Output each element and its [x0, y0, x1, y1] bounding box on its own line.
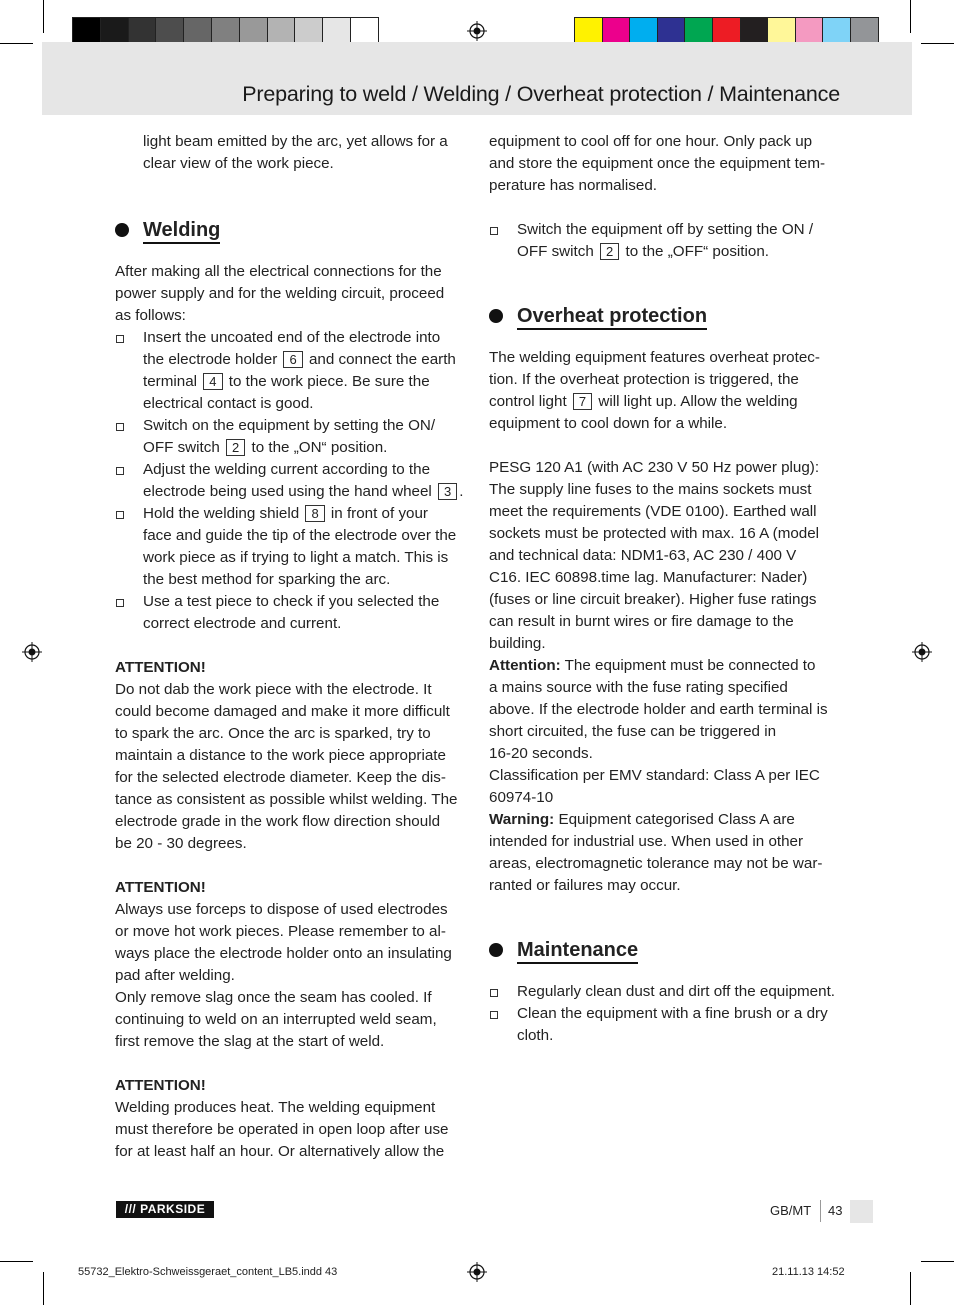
list-item: Use a test piece to check if you selected the correct electrode and current. — [115, 591, 475, 635]
text-line: Do not dab the work piece with the electrode. It — [115, 681, 432, 698]
text-line: ways place the electrode holder onto an insulating — [115, 945, 452, 962]
text-line: continuing to weld on an interrupted weld seam, — [115, 1011, 437, 1028]
overheat-text: The welding equipment features overheat protec- tion. If the overheat protection is triggered, the control light 7 will light up. Allow the welding equipment to cool down for a while. — [489, 349, 820, 432]
crop-mark — [43, 1272, 44, 1305]
text-line: first remove the slag at the start of weld. — [115, 1033, 385, 1050]
text-line: areas, electromagnetic tolerance may not be war- — [489, 855, 823, 872]
locale-label: GB/MT — [770, 1203, 812, 1218]
slug-date: 21.11.13 14:52 — [772, 1266, 845, 1278]
text-line: a mains source with the fuse rating specified — [489, 679, 788, 696]
crop-mark — [921, 1261, 954, 1262]
text-line: for at least half an hour. Or alternatively allow the — [115, 1143, 445, 1160]
text-line: pad after welding. — [115, 967, 235, 984]
intro-text: light beam emitted by the arc, yet allows for a clear view of the work piece. — [143, 133, 448, 172]
list-item: Adjust the welding current according to the electrode being used using the hand wheel 3 . — [115, 459, 475, 503]
list-item: Regularly clean dust and dirt off the equipment. — [489, 981, 849, 1003]
divider — [820, 1200, 821, 1222]
attention-text — [115, 679, 475, 855]
page-number: 43 — [828, 1203, 843, 1218]
crop-mark — [0, 43, 33, 44]
continued-text — [489, 131, 849, 197]
crop-mark — [910, 1272, 911, 1305]
text-line: The supply line fuses to the mains sockets must — [489, 481, 812, 498]
registration-mark-icon — [467, 21, 487, 41]
registration-mark-icon — [467, 1262, 487, 1282]
bullet-dot-icon — [489, 943, 503, 957]
text-line: perature has normalised. — [489, 177, 657, 194]
list-item: Hold the welding shield 8 in front of your face and guide the tip of the electrode over the work piece as if trying to light a match. This is the best method for sparking the arc. — [115, 503, 475, 591]
part-number-box: 4 — [203, 373, 222, 390]
text-line: and store the equipment once the equipment tem- — [489, 155, 826, 172]
text-line: equipment to cool off for one hour. Only pack up — [489, 133, 813, 150]
part-number-box: 8 — [305, 505, 324, 522]
attention-label: ATTENTION! — [115, 879, 206, 896]
text-line: C16. IEC 60898.time lag. Manufacturer: Nader) — [489, 569, 808, 586]
page-tab — [850, 1200, 873, 1223]
right-column — [489, 131, 849, 1047]
text-line: ranted or failures may occur. — [489, 877, 681, 894]
text-line: PESG 120 A1 (with AC 230 V 50 Hz power plug): — [489, 459, 820, 476]
attention-label: ATTENTION! — [115, 659, 206, 676]
page-title: Preparing to weld / Welding / Overheat protection / Maintenance — [242, 82, 840, 106]
text-line: for the selected electrode diameter. Keep the dis- — [115, 769, 446, 786]
text-line: 60974-10 — [489, 789, 554, 806]
welding-intro: After making all the electrical connections for the power supply and for the welding circuit, proceed as follows: — [115, 263, 445, 324]
text-line: Equipment categorised Class A are — [554, 811, 795, 828]
part-number-box: 3 — [438, 483, 457, 500]
text-line: to spark the arc. Once the arc is sparked, try to — [115, 725, 431, 742]
part-number-box: 7 — [573, 393, 592, 410]
maintenance-heading: Maintenance — [489, 937, 849, 963]
attention-label: ATTENTION! — [115, 1077, 206, 1094]
text-line: above. If the electrode holder and earth terminal is — [489, 701, 828, 718]
text-line: maintain a distance to the work piece appropriate — [115, 747, 446, 764]
text-line: or move hot work pieces. Please remember to al- — [115, 923, 446, 940]
text-line: and technical data: NDM1-63, AC 230 / 400 V — [489, 547, 797, 564]
text-line: can result in burnt wires or fire damage to the — [489, 613, 794, 630]
registration-mark-icon — [912, 642, 932, 662]
text-line: (fuses or line circuit breaker). Higher fuse ratings — [489, 591, 817, 608]
text-line: Only remove slag once the seam has cooled. If — [115, 989, 432, 1006]
text-line: intended for industrial use. When used in other — [489, 833, 804, 850]
bullet-dot-icon — [489, 309, 503, 323]
text-line: The equipment must be connected to — [560, 657, 816, 674]
bullet-dot-icon — [115, 223, 129, 237]
warning-paragraph: Warning: Equipment categorised Class A are intended for industrial use. When used in other areas, electromagnetic tolerance may not be war- ranted or failures may occur. — [489, 811, 823, 894]
text-line: electrode grade in the work flow direction should — [115, 813, 441, 830]
part-number-box: 6 — [283, 351, 302, 368]
attention-text — [115, 899, 475, 1053]
text-line: short circuited, the fuse can be triggered in — [489, 723, 777, 740]
part-number-box: 2 — [600, 243, 619, 260]
crop-mark — [921, 43, 954, 44]
left-column — [115, 131, 475, 1163]
overheat-heading: Overheat protection — [489, 303, 849, 329]
text-line: Always use forceps to dispose of used electrodes — [115, 901, 448, 918]
registration-mark-icon — [22, 642, 42, 662]
part-number-box: 2 — [226, 439, 245, 456]
text-line: Welding produces heat. The welding equipment — [115, 1099, 436, 1116]
text-line: could become damaged and make it more difficult — [115, 703, 450, 720]
attention-text — [115, 1097, 475, 1163]
text-line: sockets must be protected with max. 16 A (model — [489, 525, 820, 542]
list-item: Switch the equipment off by setting the ON / OFF switch 2 to the „OFF“ position. — [489, 219, 849, 263]
text-line: tance as consistent as possible whilst welding. The — [115, 791, 458, 808]
fuse-text — [489, 457, 849, 655]
text-line: 16-20 seconds. — [489, 745, 593, 762]
parkside-logo: /// PARKSIDE — [116, 1201, 214, 1218]
text-line: be 20 - 30 degrees. — [115, 835, 247, 852]
attention-paragraph: Attention: The equipment must be connected to a mains source with the fuse rating specified above. If the electrode holder and earth terminal is short circuited, the fuse can be triggered in 16-20 seconds. Classification per EMV standard: Class A per IEC 60974-10 — [489, 657, 828, 806]
crop-mark — [0, 1261, 33, 1262]
text-line: Classification per EMV standard: Class A per IEC — [489, 767, 820, 784]
crop-mark — [43, 0, 44, 33]
crop-mark — [910, 0, 911, 33]
welding-heading: Welding — [115, 217, 475, 243]
list-item: Switch on the equipment by setting the ON/ OFF switch 2 to the „ON“ position. — [115, 415, 475, 459]
list-item: Clean the equipment with a fine brush or a dry cloth. — [489, 1003, 849, 1047]
list-item: Insert the uncoated end of the electrode into the electrode holder 6 and connect the earth terminal 4 to the work piece. Be sure the electrical contact is good. — [115, 327, 475, 415]
text-line: building. — [489, 635, 546, 652]
slug-filename: 55732_Elektro-Schweissgeraet_content_LB5.indd 43 — [78, 1266, 338, 1278]
text-line: meet the requirements (VDE 0100). Earthed wall — [489, 503, 817, 520]
text-line: must therefore be operated in open loop after use — [115, 1121, 449, 1138]
